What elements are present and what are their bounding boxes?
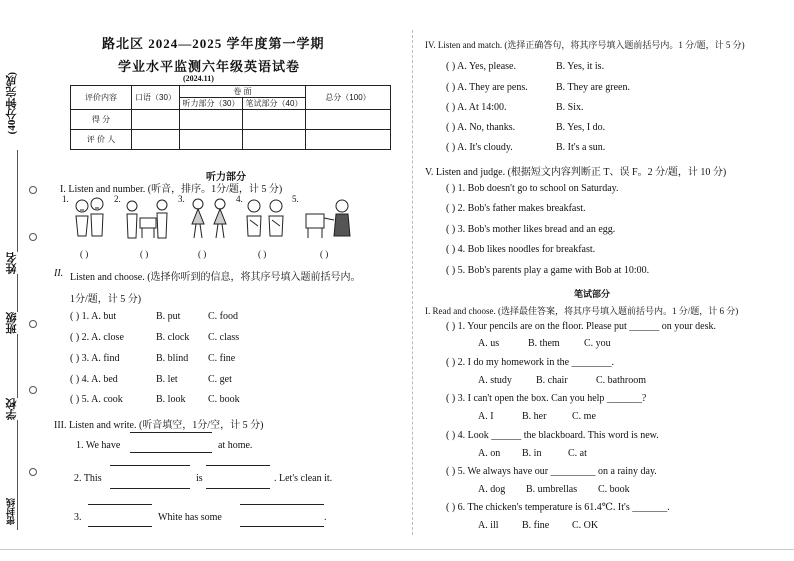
exam-duration: (40分钟完成) (6, 72, 18, 135)
binding-hole (29, 320, 37, 328)
pic-number: 1. (62, 194, 69, 204)
choice-option-b: B. look (156, 394, 186, 405)
part1-title: I. Listen and number. (听音，排序。1分/题，计 5 分) (60, 184, 283, 195)
mc-question: ( ) 3. I can't open the box. Can you help _______? (446, 393, 647, 404)
mc-question: ( ) 1. Your pencils are on the floor. Please put ______ on your desk. (446, 321, 716, 332)
binding-hole (29, 186, 37, 194)
binding-hole (29, 386, 37, 394)
grader-cell[interactable] (132, 130, 180, 150)
choice-option-c: C. fine (208, 353, 236, 364)
page-bottom-edge (0, 549, 794, 550)
write-blank[interactable] (240, 526, 324, 527)
dancers-picture-icon (186, 196, 234, 242)
match-option-b: B. Six. (556, 102, 584, 113)
choice-option-c: C. food (208, 311, 238, 322)
item-label: 评价内容 (71, 86, 132, 110)
kids-picture-icon (72, 196, 110, 242)
match-option-b: B. It's a sun. (556, 142, 606, 153)
score-cell[interactable] (132, 110, 180, 130)
choice-option-b: B. blind (156, 353, 189, 364)
write-blank-top[interactable] (88, 504, 152, 505)
match-option-b: B. They are green. (556, 82, 630, 93)
class-label: 班级 (6, 312, 18, 334)
name-label: 姓名 (6, 252, 18, 274)
mc-option-b: B. chair (536, 375, 568, 386)
mc-question: ( ) 2. I do my homework in the ________. (446, 357, 615, 368)
choice-option-c: C. class (208, 332, 240, 343)
choice-row: ( ) 5. A. cook (70, 394, 123, 405)
family-picture-icon (122, 196, 174, 242)
exam-date: (2024.11) (183, 74, 214, 83)
match-option-b: B. Yes, it is. (556, 61, 605, 72)
mc-option-a: A. us (478, 338, 500, 349)
school-label: 学校 (6, 398, 18, 420)
mc-option-c: C. bathroom (596, 375, 646, 386)
write-q2-start: 2. This (74, 473, 102, 484)
write-blank[interactable] (206, 488, 270, 489)
mc-question: ( ) 6. The chicken's temperature is 61.4℃. It's _______. (446, 502, 670, 513)
judge-row: ( ) 3. Bob's mother likes bread and an egg. (446, 224, 616, 235)
mc-option-b: B. umbrellas (526, 484, 578, 495)
write-blank-top[interactable] (240, 504, 324, 505)
part2-title: Listen and choose. (选择你听到的信息，将其序号填入题前括号内。 (70, 272, 361, 283)
match-option-a: ( ) A. It's cloudy. (446, 142, 513, 153)
mc-option-c: C. me (572, 411, 596, 422)
write-blank[interactable] (130, 452, 212, 453)
match-option-a: ( ) A. Yes, please. (446, 61, 516, 72)
oral-header: 口语（30） (132, 86, 180, 110)
grader-cell[interactable] (243, 130, 306, 150)
column-divider (412, 30, 413, 535)
score-cell[interactable] (306, 110, 391, 130)
binding-hole (29, 233, 37, 241)
write-q3-mid: White has some (158, 512, 222, 523)
write-blank[interactable] (88, 526, 152, 527)
written-header: 笔试部分（40） (243, 98, 306, 110)
mc-question: ( ) 5. We always have our _________ on a rainy day. (446, 466, 657, 477)
answer-paren[interactable]: ( ) (140, 249, 149, 259)
binding-line (17, 150, 18, 530)
mc-option-b: B. them (528, 338, 560, 349)
binding-hole (29, 468, 37, 476)
pic-number: 5. (292, 194, 299, 204)
choice-row: ( ) 2. A. close (70, 332, 124, 343)
grader-row-label: 评 价 人 (71, 130, 132, 150)
mc-option-a: A. ill (478, 520, 499, 531)
score-row-label: 得 分 (71, 110, 132, 130)
listening-header: 听力部分（30） (180, 98, 243, 110)
mc-option-a: A. study (478, 375, 512, 386)
choice-option-c: C. book (208, 394, 240, 405)
written-part1-title: I. Read and choose. (选择最佳答案，将其序号填入题前括号内。1 分/题，计 6 分) (425, 306, 739, 316)
match-option-a: ( ) A. At 14:00. (446, 102, 507, 113)
listening-section-title: 听力部分 (206, 172, 246, 183)
part2-note: 1分/题，计 5 分) (70, 294, 142, 305)
written-section-title: 笔试部分 (574, 289, 611, 299)
answer-paren[interactable]: ( ) (258, 249, 267, 259)
mc-option-a: A. on (478, 448, 501, 459)
mc-option-b: B. fine (522, 520, 550, 531)
children-picture-icon (242, 196, 290, 242)
choice-option-b: B. let (156, 374, 178, 385)
write-blank-top[interactable] (110, 465, 190, 466)
write-q2-mid: is (196, 473, 203, 484)
answer-paren[interactable]: ( ) (80, 249, 89, 259)
part5-title: V. Listen and judge. (根据短文内容判断正 T、误 F。2 分/题，计 10 分) (425, 167, 727, 178)
seal-line-label: 密封线 (6, 498, 16, 525)
write-q3-start: 3. (74, 512, 82, 523)
judge-row: ( ) 4. Bob likes noodles for breakfast. (446, 244, 596, 255)
mc-option-a: A. I (478, 411, 494, 422)
choice-option-b: B. clock (156, 332, 190, 343)
mc-option-b: B. her (522, 411, 547, 422)
grader-cell[interactable] (306, 130, 391, 150)
pic-number: 3. (178, 194, 185, 204)
answer-paren[interactable]: ( ) (198, 249, 207, 259)
mc-option-b: B. in (522, 448, 542, 459)
man-reading-picture-icon (300, 196, 356, 242)
score-cell[interactable] (180, 110, 243, 130)
mc-option-c: C. you (584, 338, 611, 349)
match-option-a: ( ) A. No, thanks. (446, 122, 516, 133)
write-q3-end: . (324, 512, 327, 523)
judge-row: ( ) 2. Bob's father makes breakfast. (446, 203, 586, 214)
exam-title-line2: 学业水平监测六年级英语试卷 (118, 59, 301, 74)
answer-paren[interactable]: ( ) (320, 249, 329, 259)
grader-cell[interactable] (180, 130, 243, 150)
mc-question: ( ) 4. Look ______ the blackboard. This word is new. (446, 430, 659, 441)
match-option-b: B. Yes, I do. (556, 122, 606, 133)
write-q2-end: . Let's clean it. (274, 473, 333, 484)
choice-row: ( ) 3. A. find (70, 353, 120, 364)
mc-option-c: C. OK (572, 520, 599, 531)
pic-number: 2. (114, 194, 121, 204)
mc-option-c: C. book (598, 484, 630, 495)
choice-option-c: C. get (208, 374, 232, 385)
write-blank-top[interactable] (206, 465, 270, 466)
write-blank-top[interactable] (130, 432, 212, 433)
pic-number: 4. (236, 194, 243, 204)
judge-row: ( ) 5. Bob's parents play a game with Bob at 10:00. (446, 265, 650, 276)
paper-header: 卷 面 (180, 86, 306, 98)
total-header: 总分（100） (306, 86, 391, 110)
exam-title-line1: 路北区 2024—2025 学年度第一学期 (102, 36, 325, 51)
choice-row: ( ) 1. A. but (70, 311, 117, 322)
part3-title: III. Listen and write. (听音填空，1分/空，计 5 分) (54, 420, 264, 431)
write-q1-start: 1. We have (76, 440, 121, 451)
mc-option-c: C. at (568, 448, 587, 459)
part4-title: IV. Listen and match. (选择正确答句，将其序号填入题前括号内。1 分/题，计 5 分) (425, 40, 745, 50)
write-q1-end: at home. (218, 440, 253, 451)
score-table (70, 85, 391, 150)
score-cell[interactable] (243, 110, 306, 130)
judge-row: ( ) 1. Bob doesn't go to school on Saturday. (446, 183, 619, 194)
part2-number: II. (54, 268, 64, 279)
mc-option-a: A. dog (478, 484, 506, 495)
write-blank[interactable] (110, 488, 190, 489)
choice-option-b: B. put (156, 311, 181, 322)
choice-row: ( ) 4. A. bed (70, 374, 118, 385)
match-option-a: ( ) A. They are pens. (446, 82, 528, 93)
